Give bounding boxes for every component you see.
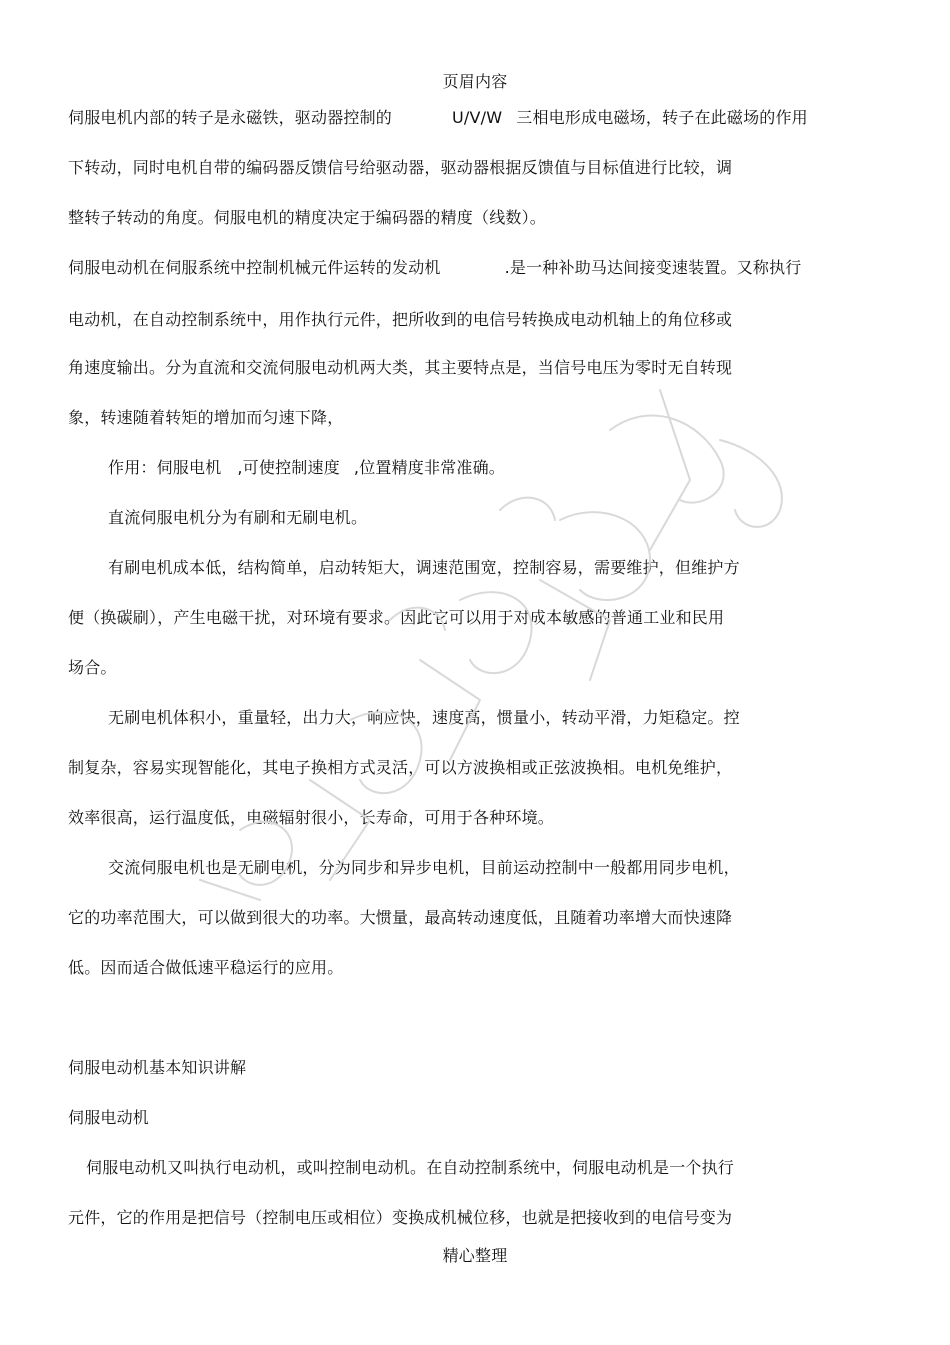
paragraph-1-line-3: 整转子转动的角度。伺服电机的精度决定于编码器的精度（线数）。 (68, 208, 547, 227)
watermark-stroke (540, 580, 610, 680)
paragraph-2-line-1 (68, 258, 802, 278)
watermark-stroke (560, 512, 650, 600)
text-span: U/V/W (452, 108, 503, 127)
paragraph-6-line-3: 效率很高，运行温度低，电磁辐射很小，长寿命，可用于各种环境。 (68, 808, 555, 827)
paragraph-7-line-3: 低。因而适合做低速平稳运行的应用。 (68, 958, 344, 977)
handwritten-watermark-icon (180, 360, 820, 920)
text-span: ,可使控制速度 (237, 458, 340, 477)
text-span: ,位置精度非常准确。 (353, 458, 505, 477)
paragraph-2-line-3: 角速度输出。分为直流和交流伺服电动机两大类，其主要特点是，当信号电压为零时无自转现 (68, 358, 733, 377)
paragraph-1-line-1 (68, 108, 808, 128)
watermark-stroke (200, 880, 260, 900)
watermark-stroke (460, 592, 532, 673)
paragraph-2-line-2: 电动机，在自动控制系统中，用作执行元件，把所收到的电信号转换成电动机轴上的角位移或 (68, 310, 733, 329)
paragraph-7-line-1: 交流伺服电机也是无刷电机，分为同步和异步电机，目前运动控制中一般都用同步电机， (108, 858, 740, 877)
paragraph-1-line-2: 下转动，同时电机自带的编码器反馈信号给驱动器，驱动器根据反馈值与目标值进行比较，调 (68, 158, 733, 177)
subsection-heading: 伺服电动机 (68, 1108, 150, 1127)
text-span: 伺服电动机在伺服系统中控制机械元件运转的发动机 (68, 258, 441, 277)
paragraph-5-line-2: 便（换碳刷），产生电磁干扰，对环境有要求。因此它可以用于对成本敏感的普通工业和民用 (68, 608, 725, 627)
page-header: 页眉内容 (442, 72, 508, 91)
text-span: .是一种补助马达间接变速装置。又称执行 (504, 258, 802, 277)
section-heading: 伺服电动机基本知识讲解 (68, 1058, 247, 1077)
text-span: 作用：伺服电机 (108, 458, 222, 477)
page-footer: 精心整理 (442, 1246, 508, 1265)
paragraph-7-line-2: 它的功率范围大，可以做到很大的功率。大惯量，最高转动速度低，且随着功率增大而快速降 (68, 908, 733, 927)
text-span: 三相电形成电磁场，转子在此磁场的作用 (516, 108, 808, 127)
paragraph-8-line-1: 伺服电动机又叫执行电动机，或叫控制电动机。在自动控制系统中，伺服电动机是一个执行 (86, 1158, 735, 1177)
text-span: 伺服电机内部的转子是永磁铁，驱动器控制的 (68, 108, 393, 127)
watermark-stroke (720, 440, 782, 527)
paragraph-2-line-4: 象，转速随着转矩的增加而匀速下降， (68, 408, 344, 427)
paragraph-3-line-1 (108, 458, 505, 478)
paragraph-4-line-1: 直流伺服电机分为有刷和无刷电机。 (108, 508, 368, 527)
paragraph-5-line-1: 有刷电机成本低，结构简单，启动转矩大，调速范围宽，控制容易，需要维护，但维护方 (108, 558, 740, 577)
paragraph-6-line-1: 无刷电机体积小，重量轻，出力大，响应快，速度高，惯量小，转动平滑，力矩稳定。控 (108, 708, 740, 727)
watermark-stroke (650, 390, 690, 550)
paragraph-6-line-2: 制复杂，容易实现智能化，其电子换相方式灵活，可以方波换相或正弦波换相。电机免维护， (68, 758, 733, 777)
paragraph-8-line-2: 元件，它的作用是把信号（控制电压或相位）变换成机械位移，也就是把接收到的电信号变为 (68, 1208, 733, 1227)
watermark-stroke (610, 416, 724, 503)
watermark-stroke (500, 498, 555, 520)
paragraph-5-line-3: 场合。 (68, 658, 117, 677)
